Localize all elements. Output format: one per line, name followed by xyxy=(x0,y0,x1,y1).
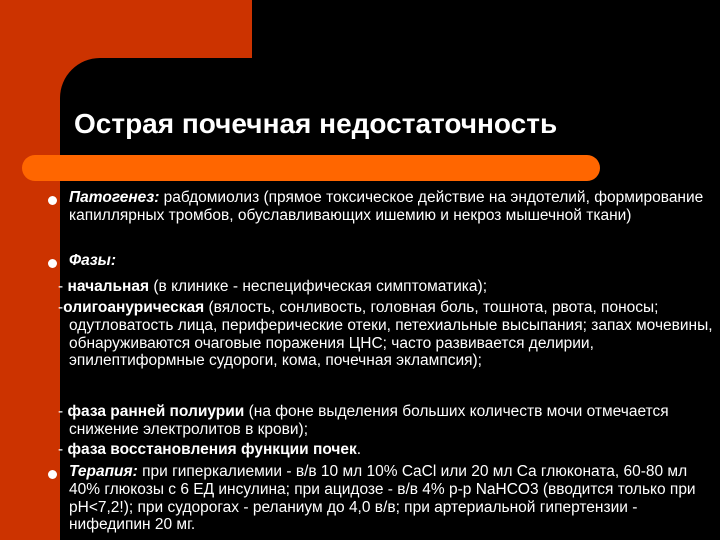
phase-recovery-name: фаза восстановления функции почек xyxy=(67,441,357,458)
phase-initial-name: начальная xyxy=(67,278,150,295)
phase-recovery-text: . xyxy=(356,441,362,458)
dash: - xyxy=(58,299,64,316)
dash: - xyxy=(58,441,68,458)
phase-initial-text: (в клинике - неспецифическая симптоматика); xyxy=(149,278,488,295)
therapy-label: Терапия: xyxy=(69,463,138,480)
slide-title: Острая почечная недостаточность xyxy=(74,108,558,139)
therapy-text: при гиперкалиемии - в/в 10 мл 10% CaCl или 20 мл Ca глюконата, 60-80 мл 40% глюкозы с 6 ЕД инсулина; при ацидозе - в/в 4% р-р NaHCO3 (вводится только при pH<7,2!); при судорогах - реланиум до 4,0 в/в; при артериальной гипертензии - нифедипин 20 мг. xyxy=(69,463,696,534)
bullet-dot xyxy=(48,259,57,268)
phase-oliguric xyxy=(58,299,719,370)
phase-recovery xyxy=(58,441,708,459)
phases-label: Фазы: xyxy=(69,252,117,269)
therapy-item xyxy=(69,463,709,534)
pathogenesis-text: рабдомиолиз (прямое токсическое действие на эндотелий, формирование капиллярных тромбов, обуславливающих ишемию и некроз мышечной ткани) xyxy=(69,189,704,224)
pathogenesis-label: Патогенез: xyxy=(69,189,160,206)
phase-oliguric-name: олигоанурическая xyxy=(63,299,205,316)
dash: - xyxy=(58,278,68,295)
phase-polyuria-text: (на фоне выделения больших количеств мочи отмечается снижение электролитов в крови); xyxy=(69,403,669,438)
phase-oliguric-text: (вялость, сонливость, головная боль, тошнота, рвота, поносы; одутловатость лица, периферические отеки, петехиальные высыпания; запах мочевины, обнаруживаются очаговые поражения ЦНС; часто развивается делирии, эпилептиформные судороги, кома, почечная эклампсия); xyxy=(69,299,713,370)
phases-item xyxy=(69,252,709,270)
pathogenesis-item xyxy=(69,189,709,225)
phase-initial xyxy=(58,278,708,296)
bullet-dot xyxy=(48,470,57,479)
dash: - xyxy=(58,403,68,420)
phase-polyuria xyxy=(58,403,709,439)
phase-polyuria-name: фаза ранней полиурии xyxy=(67,403,245,420)
bullet-dot xyxy=(48,196,57,205)
